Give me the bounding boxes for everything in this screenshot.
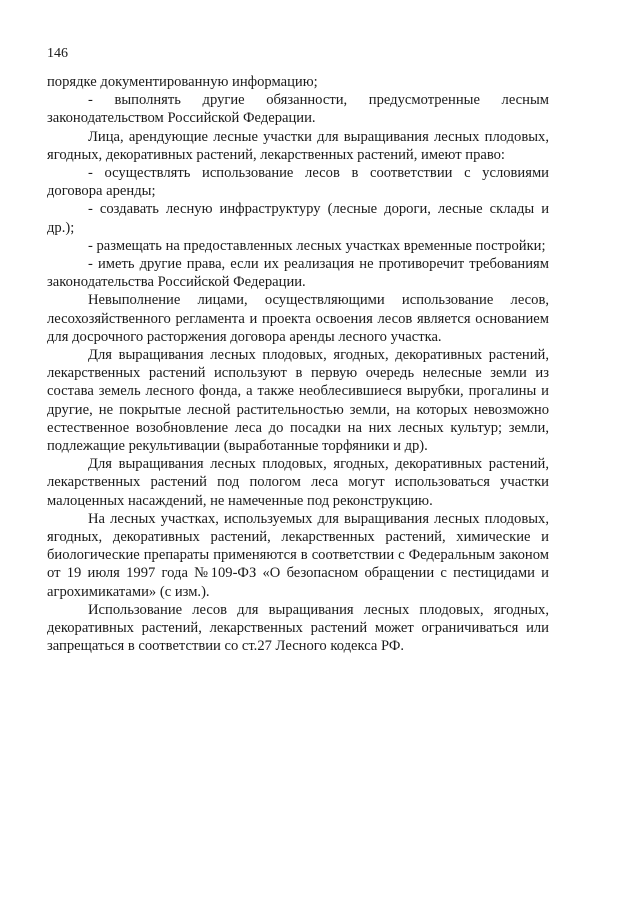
- paragraph: Использование лесов для выращивания лесных плодовых, ягодных, декоративных растений, лекарственных растений может ограничиваться или запрещаться в соответствии со ст.27 Лесного кодекса РФ.: [47, 601, 549, 655]
- paragraph: - создавать лесную инфраструктуру (лесные дороги, лесные склады и др.);: [47, 201, 549, 236]
- paragraph: - иметь другие права, если их реализация не противоречит требованиям законодательства Российской Федерации.: [47, 256, 549, 291]
- paragraph: Для выращивания лесных плодовых, ягодных, декоративных растений, лекарственных растений используют в первую очередь нелесные земли из состава земель лесного фонда, а также необлесившиеся вырубки, прогалины и другие, не покрытые лесной растительностью земли, на которых невозможно естественное возобновление леса до посадки на них лесных культур; земли, подлежащие рекультивации (выработанные торфяники и др).: [47, 347, 549, 455]
- paragraph: - выполнять другие обязанности, предусмотренные лесным законодательством Российской Федерации.: [47, 92, 549, 127]
- page-number: 146: [47, 46, 68, 61]
- paragraph: - размещать на предоставленных лесных участках временные постройки;: [88, 237, 546, 254]
- paragraph: Невыполнение лицами, осуществляющими использование лесов, лесохозяйственного регламента и проекта освоения лесов является основанием для досрочного расторжения договора аренды лесного участка.: [47, 292, 549, 345]
- paragraph: Лица, арендующие лесные участки для выращивания лесных плодовых, ягодных, декоративных растений, лекарственных растений, имеют право:: [47, 128, 549, 163]
- paragraph: На лесных участках, используемых для выращивания лесных плодовых, ягодных, декоративных растений, лекарственных растений, химические и биологические препараты применяются в соответствии с Федеральным законом от 19 июля 1997 года №109-ФЗ «О безопасном обращении с пестицидами и агрохимикатами» (с изм.).: [47, 510, 549, 600]
- paragraph: - осуществлять использование лесов в соответствии с условиями договора аренды;: [47, 165, 549, 200]
- document-body: [47, 73, 549, 656]
- paragraph: Для выращивания лесных плодовых, ягодных, декоративных растений, лекарственных растений под пологом леса могут использоваться участки малоценных насаждений, не намеченные под реконструкцию.: [47, 456, 549, 509]
- paragraph: порядке документированную информацию;: [47, 74, 318, 90]
